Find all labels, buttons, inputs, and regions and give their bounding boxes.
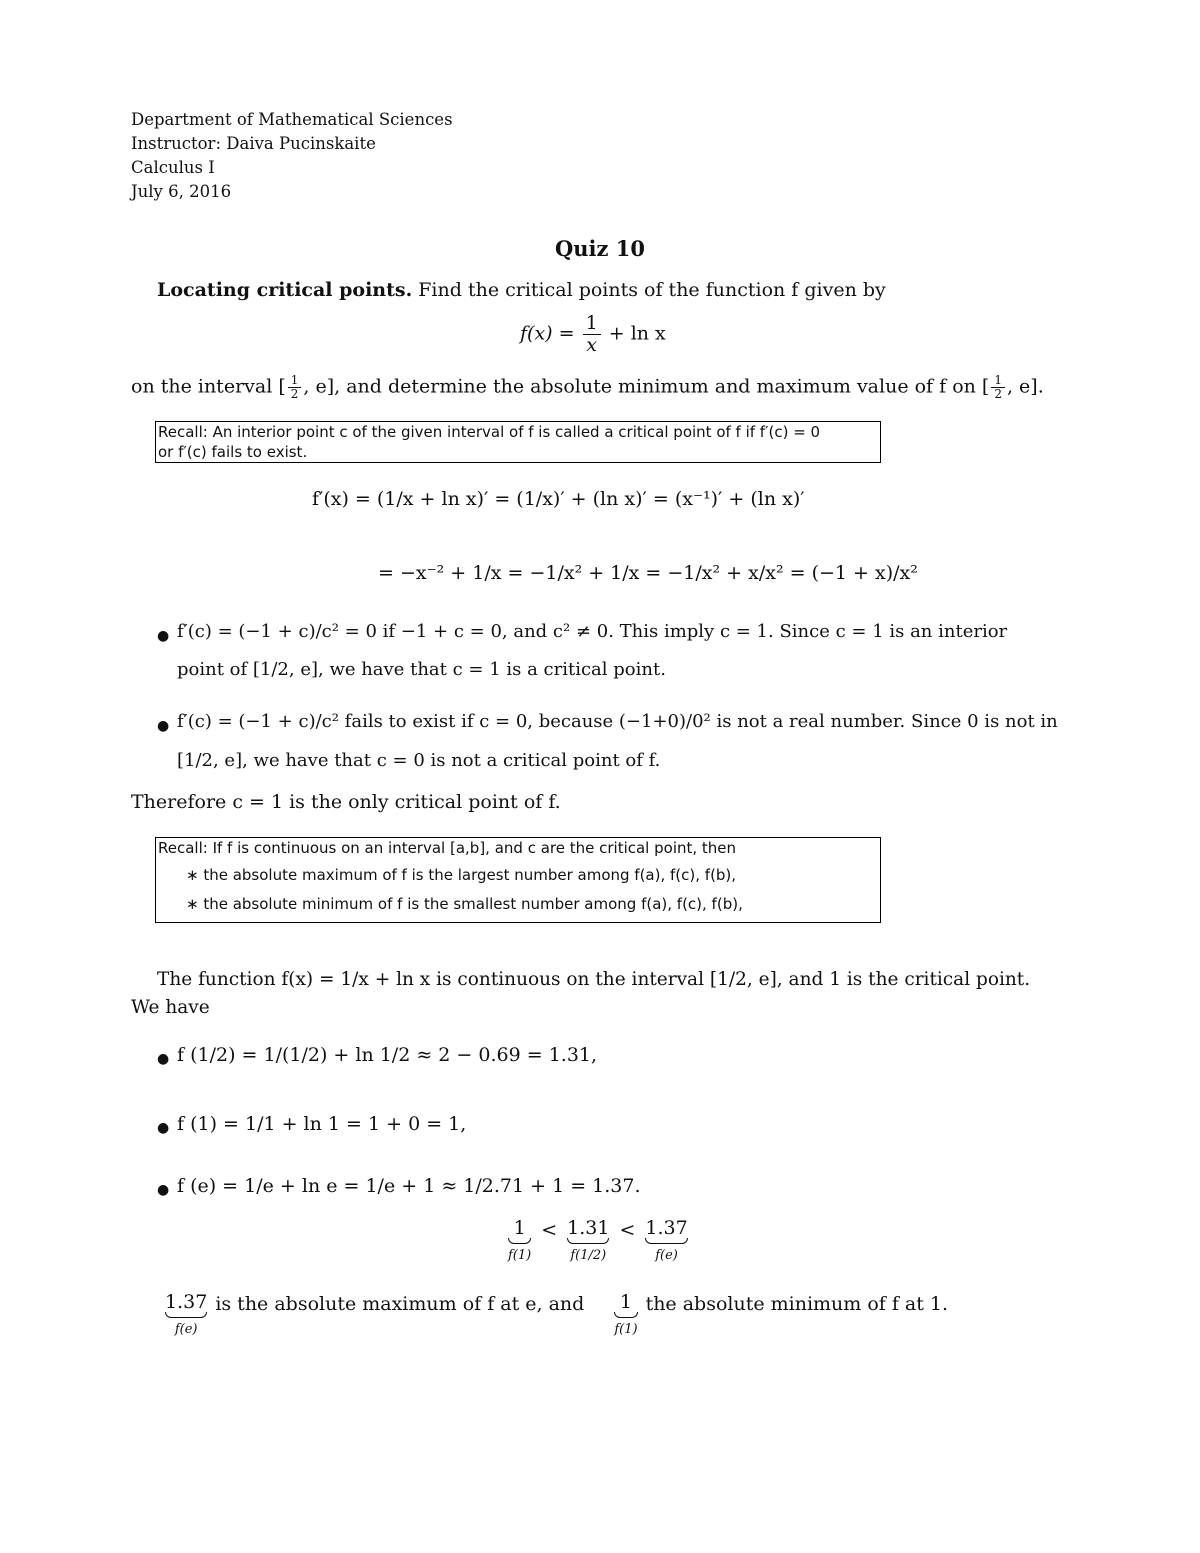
document-date: July 6, 2016 <box>131 182 232 201</box>
conclusion-row <box>165 1292 948 1338</box>
comparison-value-fhalf: 1.31 f(1/2) <box>567 1217 610 1263</box>
conclusion-text-min: the absolute minimum of f at 1. <box>645 1293 949 1315</box>
conclusion-min-value: 1 f(1) <box>614 1291 638 1337</box>
evaluation-intro-2: We have <box>131 997 210 1018</box>
problem-heading: Locating critical points. <box>157 279 413 301</box>
conclusion-max-value: 1.37 f(e) <box>165 1291 208 1337</box>
function-rhs: + ln x <box>608 322 666 345</box>
less-than: < <box>541 1219 558 1241</box>
recall-box-critical-point <box>155 421 881 463</box>
instructor-name: Instructor: Daiva Pucinskaite <box>131 134 376 153</box>
recall2-line1: Recall: If f is continuous on an interval [a,b], and c are the critical point, then <box>158 839 737 857</box>
half-fraction: $\frac{1}{2}$ <box>288 374 302 401</box>
bullet-icon: ● <box>157 718 170 734</box>
conclusion-text-max: is the absolute maximum of f at e, and <box>215 1293 585 1315</box>
function-lhs: f(x) = <box>520 322 575 345</box>
recall1-line1: Recall: An interior point c of the given interval of f is called a critical point of f if f′(c) = 0 <box>158 423 821 441</box>
evaluation-f-one: f (1) = 1/1 + ln 1 = 1 + 0 = 1, <box>177 1113 467 1135</box>
interval-sentence <box>131 374 1044 401</box>
comparison-value-f1: 1 f(1) <box>508 1217 532 1263</box>
course-name: Calculus I <box>131 158 215 177</box>
less-than: < <box>619 1219 636 1241</box>
function-fraction: $\frac{1}{x}$ <box>583 313 601 356</box>
bullet2-line1: f′(c) = (−1 + c)/c² fails to exist if c = 0, because (−1+0)/0² is not a real number. Since 0 is not in <box>177 711 1058 732</box>
derivative-row-1: f′(x) = (1/x + ln x)′ = (1/x)′ + (ln x)′ = (x⁻¹)′ + (ln x)′ <box>312 488 805 510</box>
comparison-value-fe: 1.37 f(e) <box>645 1217 688 1263</box>
derivative-row-2: = −x⁻² + 1/x = −1/x² + 1/x = −1/x² + x/x² = (−1 + x)/x² <box>378 562 918 584</box>
interval-text-2: , e], and determine the absolute minimum and maximum value of f on [ <box>303 375 990 398</box>
bullet-icon: ● <box>157 628 170 644</box>
interval-text-3: , e]. <box>1006 375 1044 398</box>
half-fraction-2: $\frac{1}{2}$ <box>991 374 1005 401</box>
bullet2-line2: [1/2, e], we have that c = 0 is not a critical point of f. <box>177 750 661 771</box>
evaluation-intro-1: The function f(x) = 1/x + ln x is continuous on the interval [1/2, e], and 1 is the critical point. <box>157 969 1031 990</box>
bullet-icon: ● <box>157 1120 170 1136</box>
function-definition <box>520 313 666 356</box>
bullet-icon: ● <box>157 1051 170 1067</box>
recall1-line2: or f′(c) fails to exist. <box>158 443 308 461</box>
comparison-row <box>508 1218 688 1264</box>
evaluation-f-half: f (1/2) = 1/(1/2) + ln 1/2 ≈ 2 − 0.69 = 1.31, <box>177 1044 598 1066</box>
problem-statement <box>157 278 886 302</box>
recall2-line2: ∗ the absolute maximum of f is the largest number among f(a), f(c), f(b), <box>186 866 737 884</box>
evaluation-f-e: f (e) = 1/e + ln e = 1/e + 1 ≈ 1/2.71 + 1 = 1.37. <box>177 1175 641 1197</box>
bullet-icon: ● <box>157 1182 170 1198</box>
quiz-title: Quiz 10 <box>555 236 645 261</box>
interval-text-1: on the interval [ <box>131 375 286 398</box>
problem-prompt: Find the critical points of the function f given by <box>418 279 886 301</box>
bullet1-line2: point of [1/2, e], we have that c = 1 is a critical point. <box>177 659 666 680</box>
department-name: Department of Mathematical Sciences <box>131 110 453 129</box>
bullet1-line1: f′(c) = (−1 + c)/c² = 0 if −1 + c = 0, and c² ≠ 0. This imply c = 1. Since c = 1 is an interior <box>177 621 1008 642</box>
recall2-line3: ∗ the absolute minimum of f is the smallest number among f(a), f(c), f(b), <box>186 895 743 913</box>
recall-box-extreme-values <box>155 837 881 923</box>
therefore-sentence: Therefore c = 1 is the only critical point of f. <box>131 791 561 813</box>
